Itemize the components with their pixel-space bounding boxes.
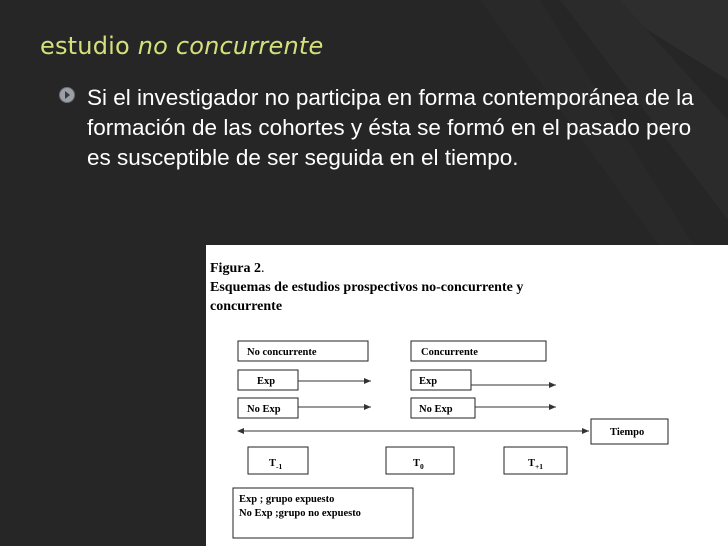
slide-title-italic: no concurrente: [137, 32, 324, 60]
t-minus-label: $T_{-1}$: [269, 458, 283, 471]
left-noexp-label: No Exp: [247, 404, 281, 415]
tiempo-label: Tiempo: [610, 427, 645, 438]
right-exp-label: Exp: [419, 376, 438, 387]
left-exp-label: Exp: [257, 376, 276, 387]
figure-subtitle-line1: Esquemas de estudios prospectivos no-concurrente y: [210, 280, 524, 295]
bullet-circle-icon: [58, 86, 76, 104]
bullet-text: Si el investigador no participa en forma contemporánea de la formación de las cohortes y ésta se formó en el pasado pero es susceptible de ser seguida en el tiempo.: [87, 85, 694, 170]
t-zero-label: $T_0$: [413, 458, 424, 471]
concurrente-label: Concurrente: [421, 347, 478, 358]
figure-subtitle-line2: concurrente: [210, 299, 283, 314]
slide-title: [40, 32, 323, 60]
legend-line1: Exp ; grupo expuesto: [239, 494, 335, 505]
figure-title: Figura 2.: [210, 261, 265, 276]
right-noexp-label: No Exp: [419, 404, 453, 415]
figure-panel: [206, 245, 728, 546]
legend-line2: No Exp ;grupo no expuesto: [239, 508, 361, 519]
t-plus-label: $T_{+1}$: [528, 458, 544, 471]
no-concurrente-label: No concurrente: [247, 347, 317, 358]
slide-title-plain: estudio: [40, 32, 138, 60]
